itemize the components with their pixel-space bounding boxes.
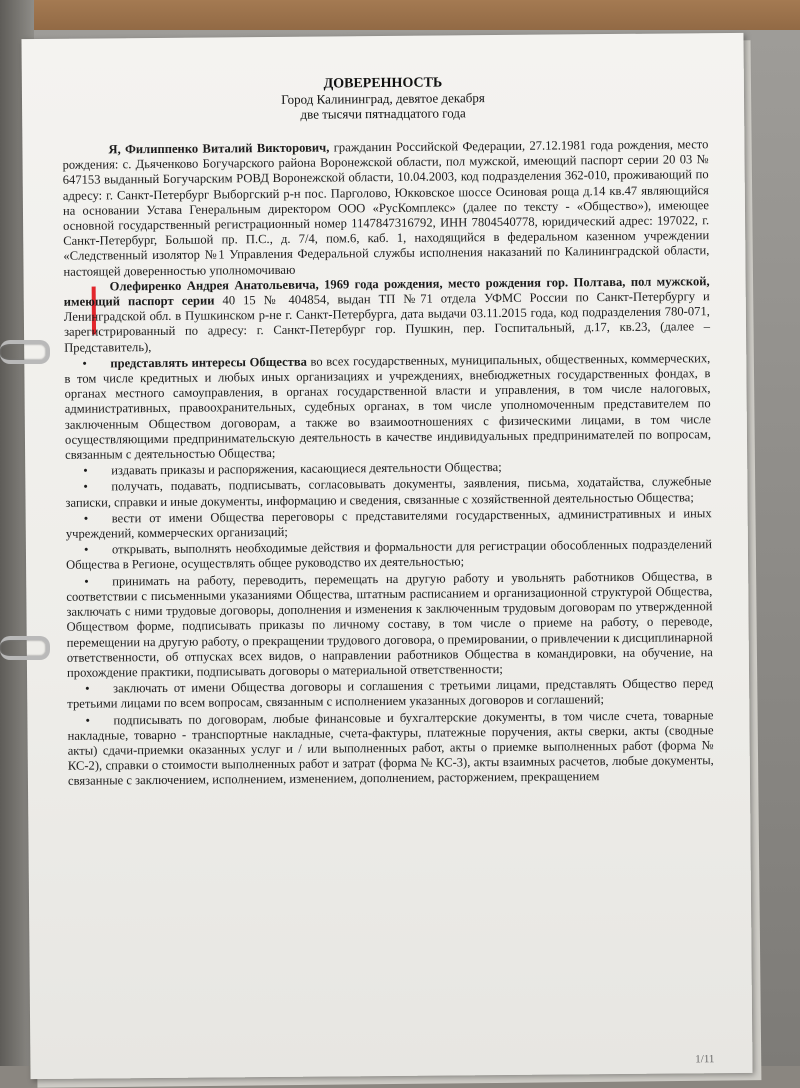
list-item-text: подписывать по договорам, любые финансовые и бухгалтерские документы, в том числе счета, товарные накладные, товарно - транспортные накладные, счета-фактуры, платежные поручения, акты сверки, акты (сводные акты) сдачи-приемки оказанных услуг и / или выполненных работ, акты о приемке выполненных работ (форма № КС-2), справки о стоимости выполненных работ и затрат (форма № КС-3), акты взаимных расчетов, любые документы, связанные с заключением, исполнением, изменением, дополнением, расторжением, прекращением bbox=[67, 708, 713, 788]
list-item-text: принимать на работу, переводить, перемещать на другую работу и увольнять работников Общества, в соответствии с письменными указаниями Общества, штатным расписанием и организационной структурой Общества, заключать с ними трудовые договоры, дополнения и изменения к заключенным трудовым договорам по утвержденной Обществом форме, подписывать приказы по личному составу, в том числе о приеме на работу, о переводе, перемещении на другую работу, о прекращении трудового договора, о премировании, о привлечении к дисциплинарной ответственности, об отпусках всех видов, о направлении работников Общества в командировки, на обучение, на прохождение практики, подписывать договоры о материальной ответственности; bbox=[66, 569, 713, 680]
year-line: две тысячи пятнадцатого года bbox=[22, 103, 744, 124]
list-item-text: получать, подавать, подписывать, согласовывать документы, заявления, письма, ходатайства, служебные записки, справки и иные документы, информацию и сведения, связанные с хозяйственной деятельностью Общества; bbox=[65, 475, 711, 510]
document-header bbox=[22, 73, 744, 124]
representative-name: Олефиренко Андрея Анатольевича, 1969 года рождения, место рождения гор. Полтава, пол мужской, имеющий паспорт серии bbox=[64, 274, 710, 309]
list-item bbox=[67, 707, 714, 790]
representative-paragraph bbox=[64, 274, 711, 356]
list-item bbox=[66, 568, 713, 681]
document-body bbox=[62, 137, 714, 789]
list-item-text: издавать приказы и распоряжения, касающиеся деятельности Общества; bbox=[111, 460, 502, 477]
list-item-text: во всех государственных, муниципальных, общественных, коммерческих, в том числе кредитных и любых иных организациях и учреждениях, внебюджетных государственных фондах, в органах местного самоуправления, в органах государственной власти и управления, в том числе налоговых, административных, правоохранительных, судебных органах, в том числе уполномоченным представителем по заключенным Обществом договорам, а также во взаимоотношениях с физическими лицами, в том числе осуществляющими предпринимательскую деятельность в качестве индивидуальных предпринимателей по вопросам, связанным с деятельностью Общества; bbox=[64, 351, 711, 462]
list-item bbox=[64, 350, 711, 463]
intro-paragraph bbox=[62, 137, 709, 279]
list-item-bold: представлять интересы Общества bbox=[110, 355, 307, 371]
representative-text: 40 15 № 404854, выдан ТП №71 отдела УФМС России по Санкт-Петербургу и Ленинградской обл. в Пушкинском р-не г. Санкт-Петербурга, дата выдачи 03.11.2015 года, код подразделения 780-071, зарегистрированный по адресу: г. Санкт-Петербург гор. Пушкин, пер. Госпитальный, д.17, кв.23, (далее – Представитель), bbox=[64, 289, 710, 354]
list-item-text: вести от имени Общества переговоры с представителями государственных, административных и иных учреждений, коммерческих организаций; bbox=[66, 506, 712, 541]
binder-ring bbox=[0, 340, 50, 364]
intro-text: гражданин Российской Федерации, 27.12.1981 года рождения, место рождения: с. Дьяченково Богучарского района Воронежской области, пол мужской, имеющий паспорт серии 20 03 № 647153 выданный Богучарским РОВД Воронежской области, 10.04.2003, код подразделения 362-010, проживающий по адресу: г. Санкт-Петербург Выборгский р-н пос. Парголово, Юкковское шоссе Осиновая роща д.14 кв.47 являющийся на основании Устава Генеральным директором ООО «РусКомплекс» (далее по тексту - «Общество»), имеющее основной государственный регистрационный номер 1147847316792, ИНН 7804540778, юридический адрес: 197022, г. Санкт-Петербург, Большой пр. П.С., д. 7/4, пом.6, каб. 1, находящийся в федеральном казенном учреждении «Следственный изолятор №1 Управления Федеральной службы исполнения наказаний по Калининградской области, настоящей доверенностью уполномочиваю bbox=[63, 137, 710, 278]
principal-name: Я, Филиппенко Виталий Викторович, bbox=[108, 140, 329, 156]
page-number: 1/11 bbox=[695, 1053, 714, 1065]
document-page bbox=[21, 33, 752, 1079]
city-date-line: Город Калининград, девятое декабря bbox=[22, 88, 744, 109]
list-item-text: заключать от имени Общества договоры и соглашения с третьими лицами, представлять Общество перед третьими лицами по всем вопросам, связанным с исполнением указанных договоров и соглашений; bbox=[67, 676, 713, 711]
list-item-text: открывать, выполнять необходимые действия и формальности для регистрации обособленных подразделений Общества в Регионе, осуществлять общее руководство их деятельностью; bbox=[66, 537, 712, 572]
document-title: ДОВЕРЕННОСТЬ bbox=[22, 73, 744, 94]
binder-ring bbox=[0, 636, 50, 660]
